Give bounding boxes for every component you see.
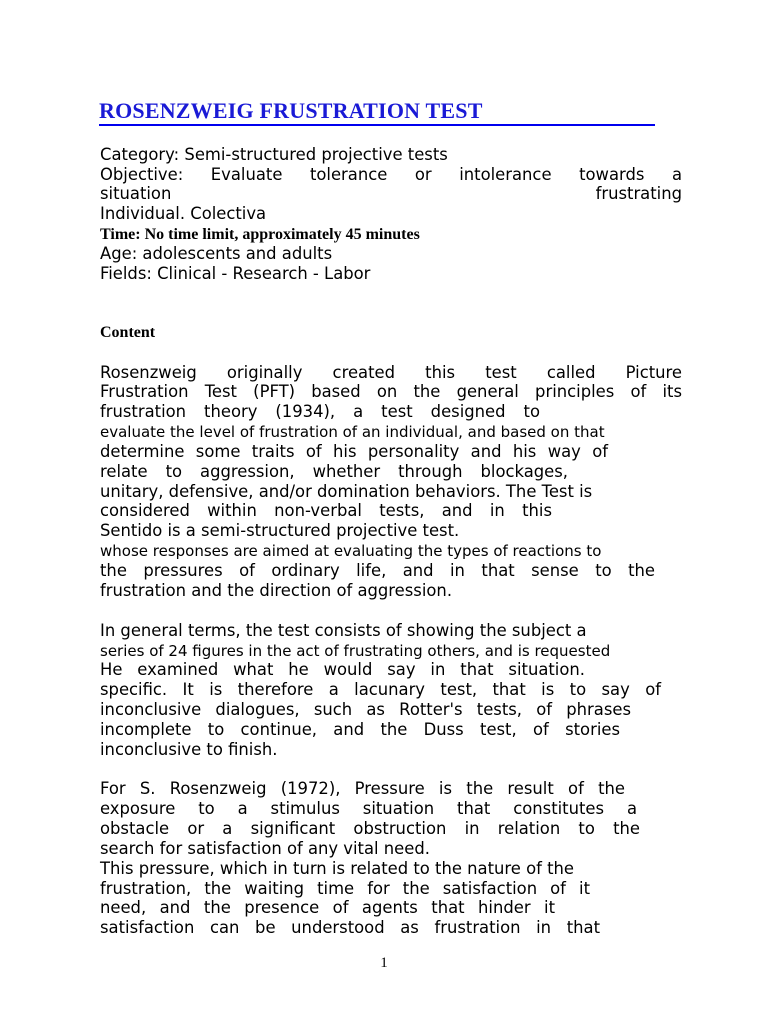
fields-line: Fields: Clinical - Research - Labor <box>100 264 371 283</box>
paragraph-2-line: inconclusive to finish. <box>100 740 278 759</box>
paragraph-3-line: search for satisfaction of any vital need. <box>100 839 430 858</box>
paragraph-1-line: Frustration Test (PFT) based on the general principles of its <box>100 382 682 401</box>
paragraph-3-line: This pressure, which in turn is related to the nature of the <box>100 859 574 878</box>
paragraph-3-line: exposure to a stimulus situation that constitutes a <box>100 799 637 818</box>
objective-line-2 <box>100 184 682 204</box>
paragraph-1-line: frustration and the direction of aggression. <box>100 581 453 600</box>
page-number: 1 <box>380 955 388 971</box>
paragraph-2-line: In general terms, the test consists of showing the subject a <box>100 621 587 640</box>
document-title: ROSENZWEIG FRUSTRATION TEST <box>99 98 483 123</box>
category-line: Category: Semi-structured projective tests <box>100 145 448 164</box>
time-line: Time: No time limit, approximately 45 minutes <box>100 226 420 243</box>
title-underline <box>99 98 655 126</box>
paragraph-3-line: For S. Rosenzweig (1972), Pressure is the result of the <box>100 779 625 798</box>
paragraph-1-line: the pressures of ordinary life, and in that sense to the <box>100 561 655 580</box>
paragraph-3-line: need, and the presence of agents that hinder it <box>100 898 555 917</box>
paragraph-2-line: incomplete to continue, and the Duss test, of stories <box>100 720 620 739</box>
paragraph-3-line: satisfaction can be understood as frustration in that <box>100 918 600 937</box>
objective-line-1: Objective: Evaluate tolerance or intolerance towards a <box>100 165 682 184</box>
objective-line-2-right: frustrating <box>595 184 682 203</box>
paragraph-1-line: determine some traits of his personality and his way of <box>100 442 608 461</box>
content-heading: Content <box>100 324 156 341</box>
paragraph-3-line: obstacle or a significant obstruction in relation to the <box>100 819 640 838</box>
paragraph-2-line: specific. It is therefore a lacunary test, that is to say of <box>100 680 661 699</box>
paragraph-2-line: series of 24 figures in the act of frustrating others, and is requested <box>100 642 611 660</box>
paragraph-2-line: He examined what he would say in that situation. <box>100 660 585 679</box>
paragraph-1-line: Sentido is a semi-structured projective test. <box>100 521 460 540</box>
paragraph-1-line: considered within non-verbal tests, and in this <box>100 501 552 520</box>
objective-line-2-left: situation <box>100 184 172 203</box>
paragraph-1-line: evaluate the level of frustration of an individual, and based on that <box>100 423 605 441</box>
paragraph-3-line: frustration, the waiting time for the satisfaction of it <box>100 879 590 898</box>
paragraph-1-line: whose responses are aimed at evaluating the types of reactions to <box>100 542 602 560</box>
paragraph-1-line: relate to aggression, whether through blockages, <box>100 462 568 481</box>
paragraph-1-line: frustration theory (1934), a test designed to <box>100 402 540 421</box>
paragraph-2-line: inconclusive dialogues, such as Rotter's tests, of phrases <box>100 700 631 719</box>
age-line: Age: adolescents and adults <box>100 244 333 263</box>
paragraph-1-line: Rosenzweig originally created this test called Picture <box>100 363 682 382</box>
paragraph-1-line: unitary, defensive, and/or domination behaviors. The Test is <box>100 482 593 501</box>
objective-line-3: Individual. Colectiva <box>100 204 267 223</box>
